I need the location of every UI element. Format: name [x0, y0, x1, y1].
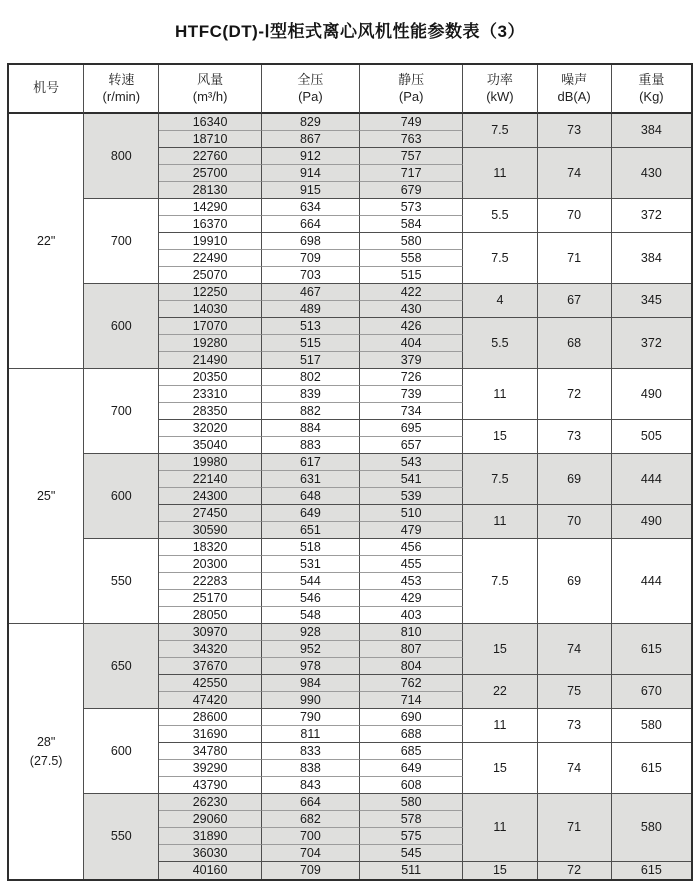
cell-total-pressure: 915 [262, 182, 360, 199]
column-header-power-line: 功率 [486, 71, 513, 87]
cell-static-pressure: 679 [360, 182, 463, 199]
cell-noise: 73 [538, 709, 612, 743]
data-row [9, 114, 691, 131]
cell-airflow: 17070 [159, 318, 261, 335]
cell-airflow: 29060 [159, 811, 261, 828]
cell-total-pressure: 811 [262, 726, 360, 743]
column-header-total-pressure-line: 全压 [297, 71, 324, 87]
cell-static-pressure: 453 [360, 573, 463, 590]
cell-noise: 72 [538, 369, 612, 420]
cell-static-pressure: 479 [360, 522, 463, 539]
table-body [9, 114, 691, 879]
cell-airflow: 42550 [159, 675, 261, 692]
cell-static-pressure: 804 [360, 658, 463, 675]
cell-airflow: 22760 [159, 148, 261, 165]
cell-airflow: 12250 [159, 284, 261, 301]
cell-power: 7.5 [463, 233, 537, 284]
cell-static-pressure: 426 [360, 318, 463, 335]
cell-airflow: 28130 [159, 182, 261, 199]
cell-weight: 444 [612, 454, 691, 505]
cell-static-pressure: 543 [360, 454, 463, 471]
cell-noise: 72 [538, 862, 612, 879]
cell-weight: 505 [612, 420, 691, 454]
cell-noise: 73 [538, 114, 612, 148]
cell-speed: 550 [84, 539, 159, 624]
cell-static-pressure: 510 [360, 505, 463, 522]
cell-noise: 73 [538, 420, 612, 454]
cell-airflow: 25700 [159, 165, 261, 182]
cell-airflow: 24300 [159, 488, 261, 505]
cell-weight: 384 [612, 233, 691, 284]
cell-airflow: 25070 [159, 267, 261, 284]
cell-speed: 550 [84, 794, 159, 879]
column-header-total-pressure [262, 65, 360, 114]
cell-airflow: 28600 [159, 709, 261, 726]
cell-static-pressure: 580 [360, 233, 463, 250]
cell-static-pressure: 739 [360, 386, 463, 403]
cell-total-pressure: 978 [262, 658, 360, 675]
cell-total-pressure: 546 [262, 590, 360, 607]
cell-total-pressure: 928 [262, 624, 360, 641]
cell-total-pressure: 912 [262, 148, 360, 165]
cell-static-pressure: 695 [360, 420, 463, 437]
cell-airflow: 20350 [159, 369, 261, 386]
table-head [9, 65, 691, 114]
cell-weight: 384 [612, 114, 691, 148]
cell-model-line: (27.5) [29, 753, 63, 768]
column-header-airflow-line: 风量 [197, 71, 224, 87]
data-row [9, 794, 691, 811]
cell-noise: 69 [538, 454, 612, 505]
cell-static-pressure: 649 [360, 760, 463, 777]
cell-weight: 580 [612, 709, 691, 743]
cell-total-pressure: 649 [262, 505, 360, 522]
cell-airflow: 47420 [159, 692, 261, 709]
cell-total-pressure: 882 [262, 403, 360, 420]
cell-static-pressure: 429 [360, 590, 463, 607]
data-row [9, 454, 691, 471]
cell-speed: 800 [84, 114, 159, 199]
cell-airflow: 23310 [159, 386, 261, 403]
cell-static-pressure: 455 [360, 556, 463, 573]
cell-static-pressure: 575 [360, 828, 463, 845]
cell-noise: 68 [538, 318, 612, 369]
cell-airflow: 19980 [159, 454, 261, 471]
cell-weight: 345 [612, 284, 691, 318]
cell-speed: 700 [84, 369, 159, 454]
column-header-power [463, 65, 537, 114]
column-header-static-pressure [360, 65, 463, 114]
cell-static-pressure: 379 [360, 352, 463, 369]
column-header-static-pressure-line: 静压 [398, 71, 425, 87]
cell-airflow: 37670 [159, 658, 261, 675]
cell-airflow: 43790 [159, 777, 261, 794]
cell-total-pressure: 531 [262, 556, 360, 573]
cell-noise: 74 [538, 148, 612, 199]
cell-speed: 600 [84, 284, 159, 369]
column-header-speed-line: (r/min) [102, 88, 141, 104]
cell-total-pressure: 664 [262, 794, 360, 811]
data-row [9, 369, 691, 386]
cell-static-pressure: 762 [360, 675, 463, 692]
cell-total-pressure: 914 [262, 165, 360, 182]
column-header-airflow [159, 65, 261, 114]
cell-static-pressure: 515 [360, 267, 463, 284]
cell-total-pressure: 790 [262, 709, 360, 726]
data-row [9, 539, 691, 556]
cell-power: 7.5 [463, 114, 537, 148]
cell-total-pressure: 833 [262, 743, 360, 760]
cell-airflow: 30970 [159, 624, 261, 641]
cell-static-pressure: 422 [360, 284, 463, 301]
column-header-total-pressure-line: (Pa) [298, 88, 323, 104]
cell-weight: 490 [612, 505, 691, 539]
cell-total-pressure: 703 [262, 267, 360, 284]
cell-airflow: 22140 [159, 471, 261, 488]
cell-power: 5.5 [463, 318, 537, 369]
cell-static-pressure: 404 [360, 335, 463, 352]
cell-total-pressure: 513 [262, 318, 360, 335]
data-row [9, 709, 691, 726]
cell-airflow: 25170 [159, 590, 261, 607]
cell-total-pressure: 709 [262, 862, 360, 879]
cell-weight: 430 [612, 148, 691, 199]
cell-airflow: 31690 [159, 726, 261, 743]
column-header-noise-line: dB(A) [557, 88, 591, 104]
cell-total-pressure: 518 [262, 539, 360, 556]
column-header-weight-line: (Kg) [639, 88, 664, 104]
cell-static-pressure: 545 [360, 845, 463, 862]
cell-airflow: 32020 [159, 420, 261, 437]
cell-static-pressure: 430 [360, 301, 463, 318]
cell-model [9, 624, 84, 879]
cell-static-pressure: 757 [360, 148, 463, 165]
cell-airflow: 18710 [159, 131, 261, 148]
cell-airflow: 31890 [159, 828, 261, 845]
cell-static-pressure: 580 [360, 794, 463, 811]
cell-total-pressure: 838 [262, 760, 360, 777]
cell-speed: 600 [84, 454, 159, 539]
cell-static-pressure: 584 [360, 216, 463, 233]
cell-airflow: 34320 [159, 641, 261, 658]
cell-total-pressure: 952 [262, 641, 360, 658]
cell-static-pressure: 558 [360, 250, 463, 267]
cell-power: 11 [463, 148, 537, 199]
cell-power: 15 [463, 743, 537, 794]
cell-noise: 67 [538, 284, 612, 318]
cell-airflow: 16340 [159, 114, 261, 131]
cell-static-pressure: 688 [360, 726, 463, 743]
cell-total-pressure: 867 [262, 131, 360, 148]
column-header-noise [538, 65, 612, 114]
cell-total-pressure: 617 [262, 454, 360, 471]
cell-weight: 615 [612, 624, 691, 675]
cell-total-pressure: 700 [262, 828, 360, 845]
cell-total-pressure: 548 [262, 607, 360, 624]
cell-weight: 372 [612, 318, 691, 369]
column-header-power-line: (kW) [486, 88, 514, 104]
cell-static-pressure: 717 [360, 165, 463, 182]
cell-total-pressure: 489 [262, 301, 360, 318]
cell-noise: 70 [538, 505, 612, 539]
cell-power: 11 [463, 709, 537, 743]
column-header-noise-line: 噪声 [561, 71, 588, 87]
cell-power: 5.5 [463, 199, 537, 233]
cell-static-pressure: 657 [360, 437, 463, 454]
cell-total-pressure: 651 [262, 522, 360, 539]
cell-total-pressure: 544 [262, 573, 360, 590]
cell-static-pressure: 690 [360, 709, 463, 726]
cell-total-pressure: 883 [262, 437, 360, 454]
column-header-model: 机号 [9, 65, 84, 114]
cell-model: 25" [9, 369, 84, 624]
cell-weight: 615 [612, 743, 691, 794]
cell-airflow: 20300 [159, 556, 261, 573]
cell-static-pressure: 734 [360, 403, 463, 420]
cell-total-pressure: 467 [262, 284, 360, 301]
cell-power: 11 [463, 369, 537, 420]
cell-static-pressure: 763 [360, 131, 463, 148]
cell-weight: 490 [612, 369, 691, 420]
cell-airflow: 19910 [159, 233, 261, 250]
cell-speed: 600 [84, 709, 159, 794]
cell-speed: 650 [84, 624, 159, 709]
cell-airflow: 21490 [159, 352, 261, 369]
cell-weight: 372 [612, 199, 691, 233]
column-header-speed [84, 65, 159, 114]
cell-weight: 615 [612, 862, 691, 879]
cell-model-line: 28" [36, 735, 56, 750]
cell-static-pressure: 456 [360, 539, 463, 556]
cell-static-pressure: 810 [360, 624, 463, 641]
cell-airflow: 19280 [159, 335, 261, 352]
cell-static-pressure: 685 [360, 743, 463, 760]
cell-airflow: 14030 [159, 301, 261, 318]
cell-static-pressure: 807 [360, 641, 463, 658]
cell-airflow: 22283 [159, 573, 261, 590]
cell-airflow: 22490 [159, 250, 261, 267]
cell-total-pressure: 704 [262, 845, 360, 862]
fan-performance-table [7, 63, 693, 881]
cell-static-pressure: 714 [360, 692, 463, 709]
cell-total-pressure: 884 [262, 420, 360, 437]
cell-airflow: 30590 [159, 522, 261, 539]
cell-airflow: 18320 [159, 539, 261, 556]
cell-power: 11 [463, 794, 537, 862]
data-row [9, 624, 691, 641]
cell-static-pressure: 539 [360, 488, 463, 505]
cell-power: 15 [463, 420, 537, 454]
cell-power: 7.5 [463, 454, 537, 505]
cell-airflow: 26230 [159, 794, 261, 811]
cell-power: 22 [463, 675, 537, 709]
cell-static-pressure: 726 [360, 369, 463, 386]
cell-power: 4 [463, 284, 537, 318]
header-row [9, 65, 691, 114]
cell-power: 11 [463, 505, 537, 539]
cell-noise: 71 [538, 233, 612, 284]
cell-total-pressure: 802 [262, 369, 360, 386]
cell-noise: 75 [538, 675, 612, 709]
cell-airflow: 16370 [159, 216, 261, 233]
column-header-airflow-line: (m³/h) [192, 88, 228, 104]
cell-weight: 580 [612, 794, 691, 862]
cell-total-pressure: 984 [262, 675, 360, 692]
page-title: HTFC(DT)-Ⅰ型柜式离心风机性能参数表（3） [175, 22, 525, 41]
data-row [9, 284, 691, 301]
cell-total-pressure: 698 [262, 233, 360, 250]
cell-total-pressure: 709 [262, 250, 360, 267]
cell-airflow: 35040 [159, 437, 261, 454]
cell-model: 22" [9, 114, 84, 369]
cell-total-pressure: 648 [262, 488, 360, 505]
cell-total-pressure: 843 [262, 777, 360, 794]
column-header-static-pressure-line: (Pa) [398, 88, 424, 104]
column-header-weight-line: 重量 [638, 71, 665, 87]
cell-airflow: 28350 [159, 403, 261, 420]
cell-noise: 74 [538, 624, 612, 675]
cell-power: 7.5 [463, 539, 537, 624]
cell-static-pressure: 541 [360, 471, 463, 488]
cell-total-pressure: 634 [262, 199, 360, 216]
cell-airflow: 40160 [159, 862, 261, 879]
cell-total-pressure: 682 [262, 811, 360, 828]
cell-airflow: 39290 [159, 760, 261, 777]
cell-airflow: 36030 [159, 845, 261, 862]
cell-total-pressure: 829 [262, 114, 360, 131]
cell-total-pressure: 515 [262, 335, 360, 352]
cell-static-pressure: 578 [360, 811, 463, 828]
cell-weight: 670 [612, 675, 691, 709]
cell-static-pressure: 749 [360, 114, 463, 131]
cell-noise: 69 [538, 539, 612, 624]
cell-total-pressure: 517 [262, 352, 360, 369]
cell-power: 15 [463, 624, 537, 675]
cell-noise: 71 [538, 794, 612, 862]
cell-total-pressure: 631 [262, 471, 360, 488]
cell-static-pressure: 608 [360, 777, 463, 794]
cell-airflow: 28050 [159, 607, 261, 624]
cell-total-pressure: 990 [262, 692, 360, 709]
cell-power: 15 [463, 862, 537, 879]
cell-airflow: 14290 [159, 199, 261, 216]
cell-total-pressure: 839 [262, 386, 360, 403]
cell-airflow: 27450 [159, 505, 261, 522]
column-header-weight [612, 65, 691, 114]
cell-total-pressure: 664 [262, 216, 360, 233]
cell-speed: 700 [84, 199, 159, 284]
cell-weight: 444 [612, 539, 691, 624]
column-header-speed-line: 转速 [108, 71, 135, 87]
cell-static-pressure: 403 [360, 607, 463, 624]
data-row [9, 199, 691, 216]
cell-static-pressure: 573 [360, 199, 463, 216]
cell-static-pressure: 511 [360, 862, 463, 879]
cell-airflow: 34780 [159, 743, 261, 760]
cell-noise: 74 [538, 743, 612, 794]
cell-noise: 70 [538, 199, 612, 233]
